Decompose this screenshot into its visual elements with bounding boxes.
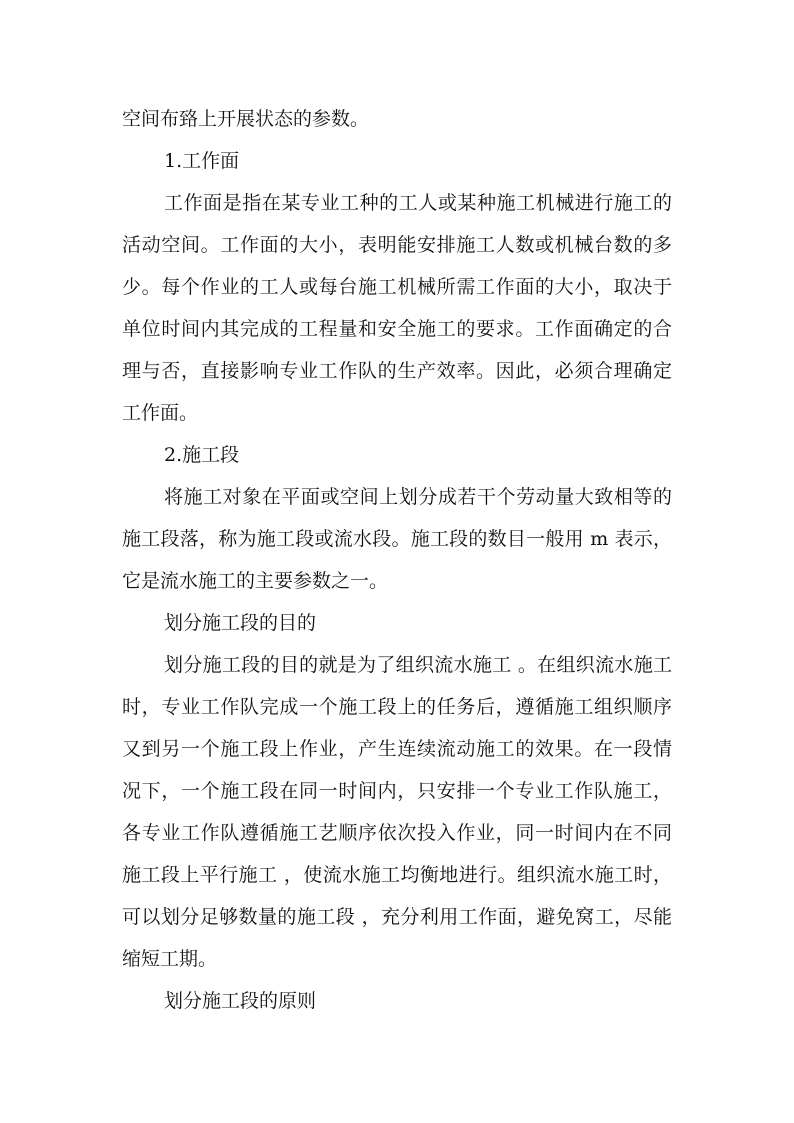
heading-section-principles: 划分施工段的原则 [164, 990, 317, 1012]
heading-construction-section: 2.施工段 [164, 444, 240, 466]
heading-section-purpose: 划分施工段的目的 [164, 612, 317, 634]
document-body [122, 98, 672, 1022]
paragraph-continuation: 空间布臵上开展状态的参数。 [122, 108, 370, 130]
paragraph-work-surface: 工作面是指在某专业工种的工人或某种施工机械进行施工的活动空间。工作面的大小，表明能安排施工人数或机械台数的多少。每个作业的工人或每台施工机械所需工作面的大小，取决于单位时间内其完成的工程量和安全施工的要求。工作面确定的合理与否，直接影响专业工作队的生产效率。因此，必须合理确定工作面。 [122, 192, 672, 424]
paragraph-section-purpose: 划分施工段的目的就是为了组织流水施工 。在组织流水施工时，专业工作队完成一个施工段上的任务后，遵循施工组织顺序又到另一个施工段上作业，产生连续流动施工的效果。在一段情况下，一个施工段在同一时间内，只安排一个专业工作队施工，各专业工作队遵循施工艺顺序依次投入作业，同一时间内在不同施工段上平行施工 ，使流水施工均衡地进行。组织流水施工时，可以划分足够数量的施工段 ，充分利用工作面，避免窝工，尽能缩短工期。 [122, 654, 672, 970]
heading-work-surface: 1.工作面 [164, 150, 240, 172]
paragraph-construction-section: 将施工对象在平面或空间上划分成若干个劳动量大致相等的施工段落，称为施工段或流水段。施工段的数目一般用 m 表示，它是流水施工的主要参数之一。 [122, 486, 672, 592]
